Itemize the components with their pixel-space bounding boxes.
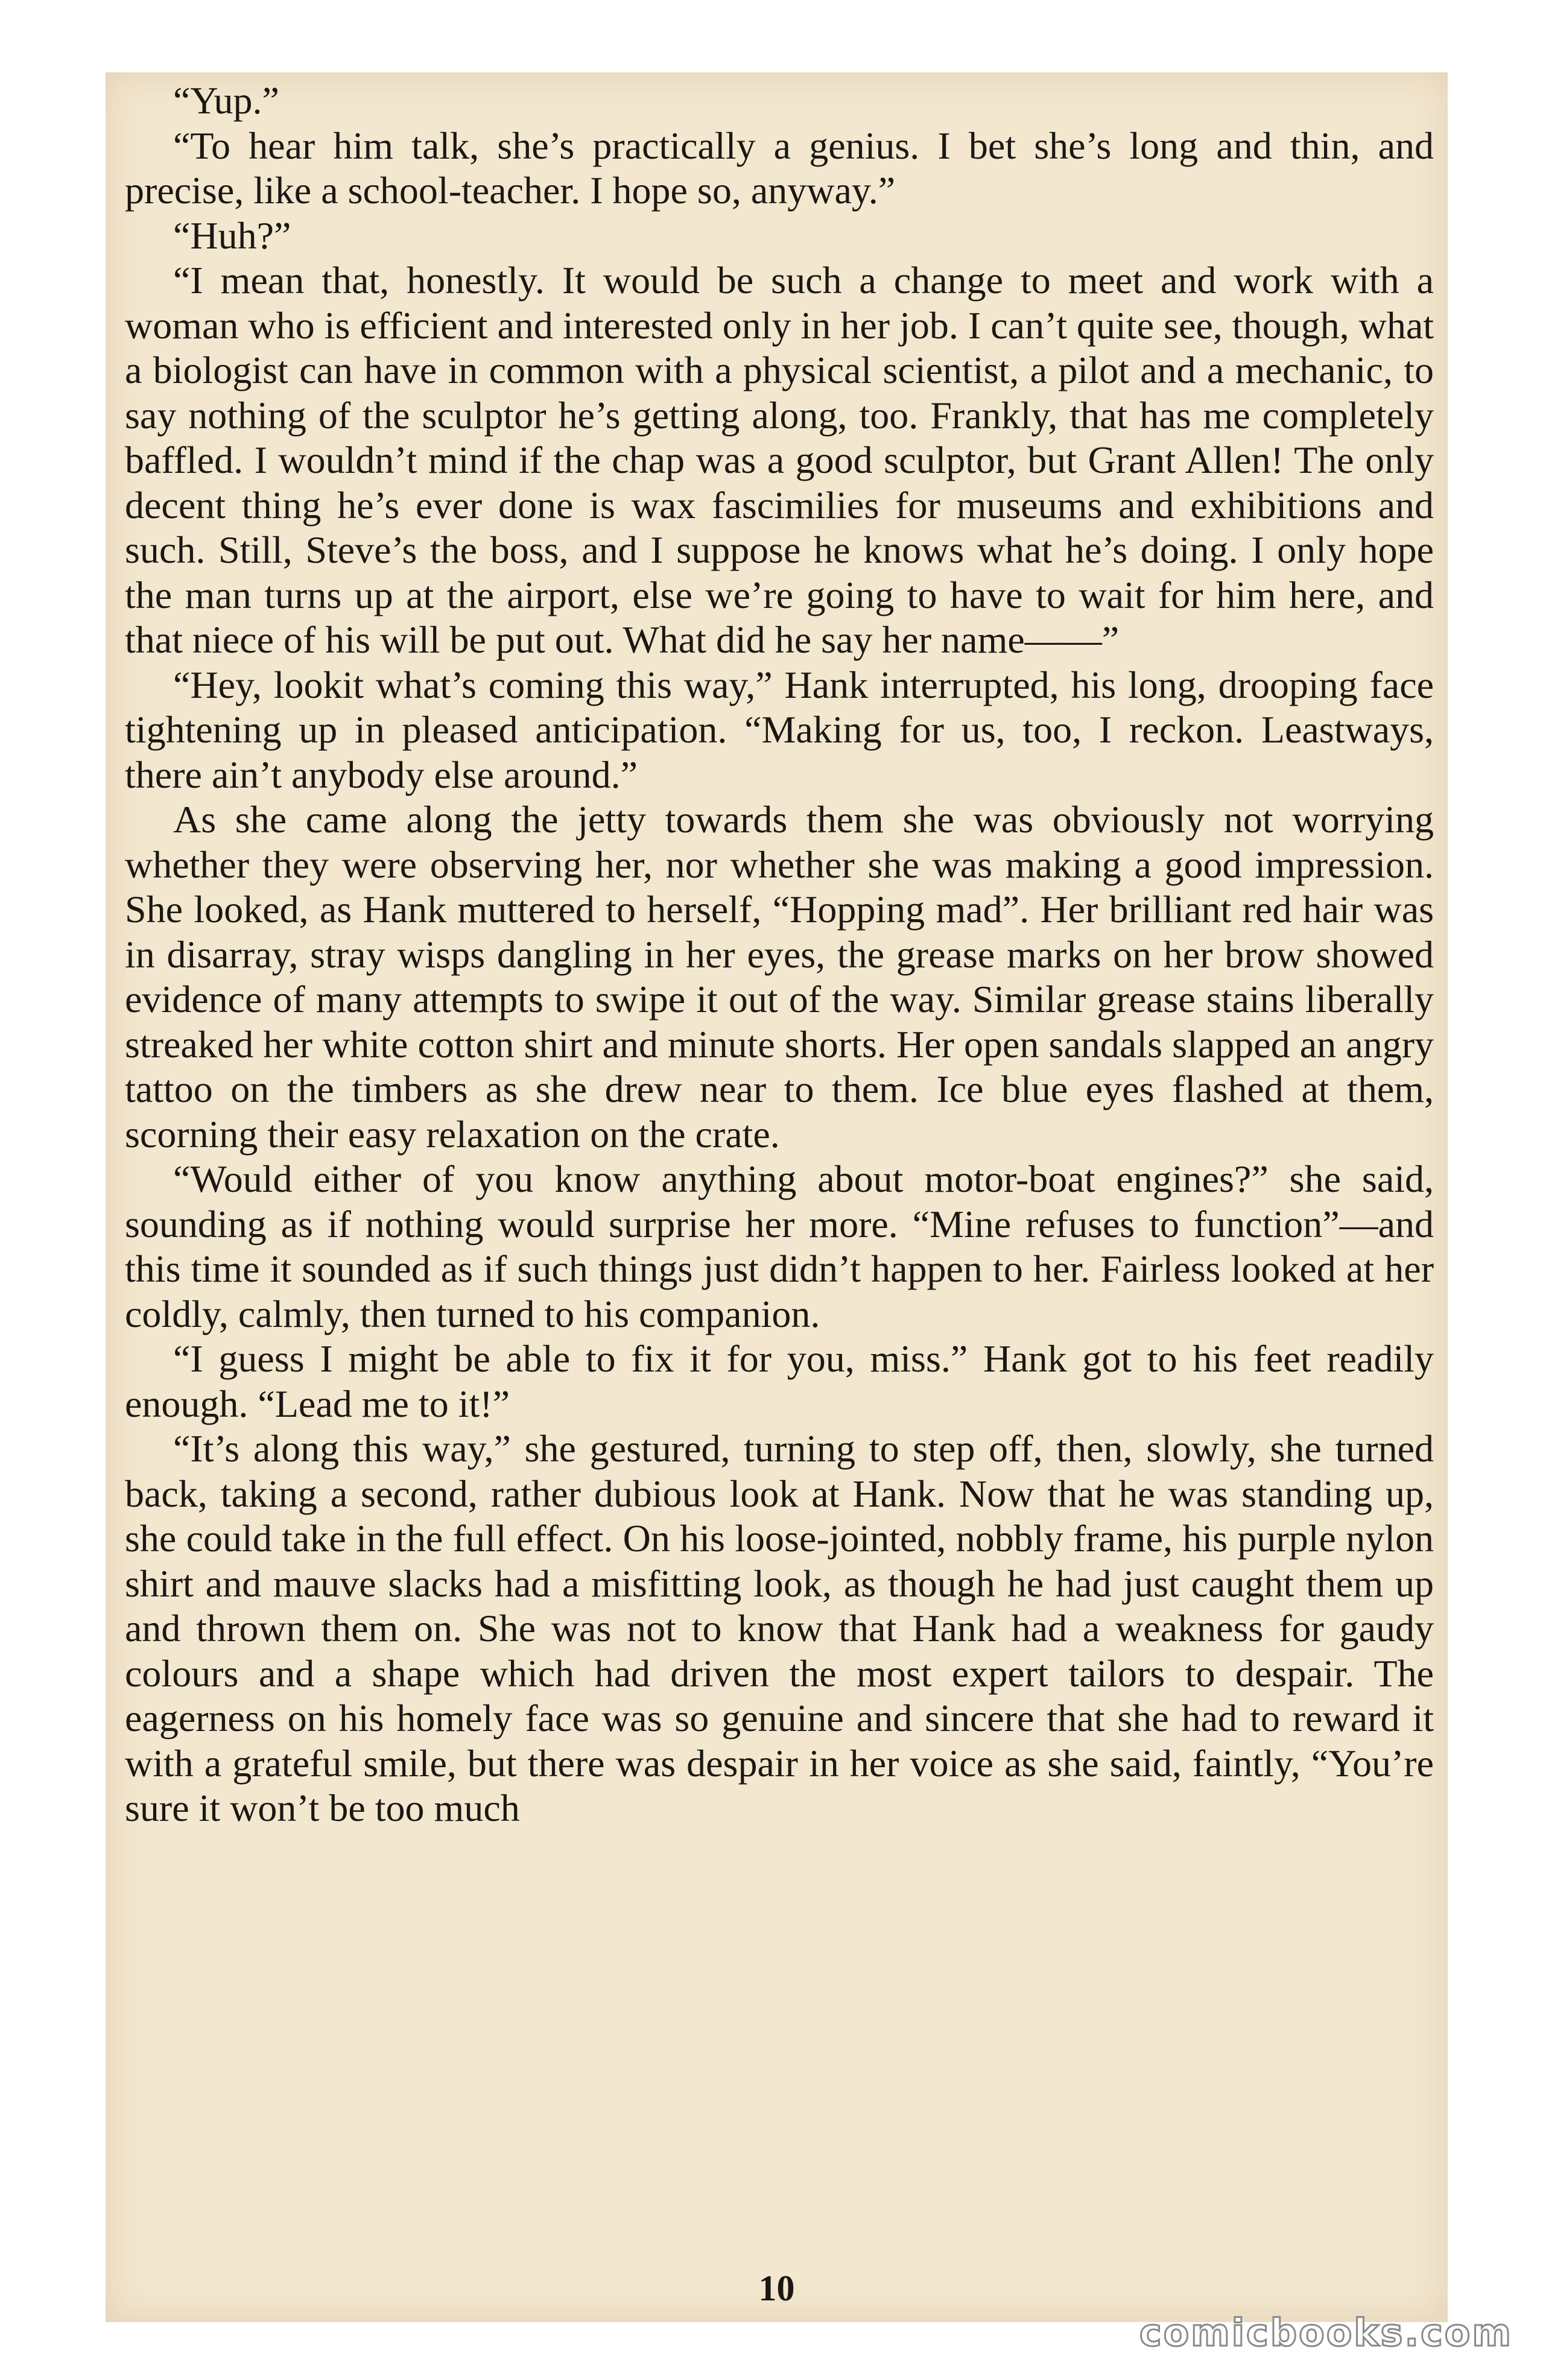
book-page — [106, 72, 1448, 2322]
paragraph: As she came along the jetty towards them she was obviously not worrying whether they were observing her, nor whether she was making a good impression. She looked, as Hank muttered to herself, “Hopping mad”. Her brilliant red hair was in disarray, stray wisps dangling in her eyes, the grease marks on her brow showed evidence of many attempts to swipe it out of the way. Similar grease stains liberally streaked her white cotton shirt and minute shorts. Her open sandals slapped an angry tattoo on the timbers as she drew near to them. Ice blue eyes flashed at them, scorning their easy relaxation on the crate. — [125, 798, 1434, 1156]
paragraph: “Hey, lookit what’s coming this way,” Hank interrupted, his long, drooping face tightening up in pleased anticipation. “Making for us, too, I reckon. Leastways, there ain’t anybody else around.” — [125, 663, 1434, 796]
site-watermark: comicbooks.com — [1139, 2311, 1513, 2355]
paragraph: “It’s along this way,” she gestured, turning to step off, then, slowly, she turned back, taking a second, rather dubious look at Hank. Now that he was standing up, she could take in the full effect. On his loose-jointed, nobbly frame, his purple nylon shirt and mauve slacks had a misfitting look, as though he had just caught them up and thrown them on. She was not to know that Hank had a weakness for gaudy colours and a shape which had driven the most expert tailors to despair. The eagerness on his homely face was so genuine and sincere that she had to reward it with a grateful smile, but there was despair in her voice as she said, faintly, “You’re sure it won’t be too much — [125, 1427, 1434, 1829]
paragraph: “Yup.” — [173, 79, 279, 122]
paragraph: “I mean that, honestly. It would be such a change to meet and work with a woman who is efficient and interested only in her job. I can’t quite see, though, what a biologist can have in common with a physical scientist, a pilot and a mechanic, to say nothing of the sculptor he’s getting along, too. Frankly, that has me completely baffled. I wouldn’t mind if the chap was a good sculptor, but Grant Allen! The only decent thing he’s ever done is wax fascimilies for museums and exhibitions and such. Still, Steve’s the boss, and I suppose he knows what he’s doing. I only hope the man turns up at the airport, else we’re going to have to wait for him here, and that niece of his will be put out. What did he say her name——” — [125, 259, 1434, 661]
body-text — [125, 78, 1434, 1831]
page-number: 10 — [758, 2268, 795, 2308]
paragraph: “To hear him talk, she’s practically a genius. I bet she’s long and thin, and precise, like a school-teacher. I hope so, anyway.” — [125, 124, 1434, 212]
paragraph: “Would either of you know anything about motor-boat engines?” she said, sounding as if nothing would surprise her more. “Mine refuses to function”—and this time it sounded as if such things just didn’t happen to her. Fairless looked at her coldly, calmly, then turned to his companion. — [125, 1157, 1434, 1335]
paragraph: “I guess I might be able to fix it for you, miss.” Hank got to his feet readily enough. “Lead me to it!” — [125, 1337, 1434, 1425]
paragraph: “Huh?” — [173, 214, 291, 257]
